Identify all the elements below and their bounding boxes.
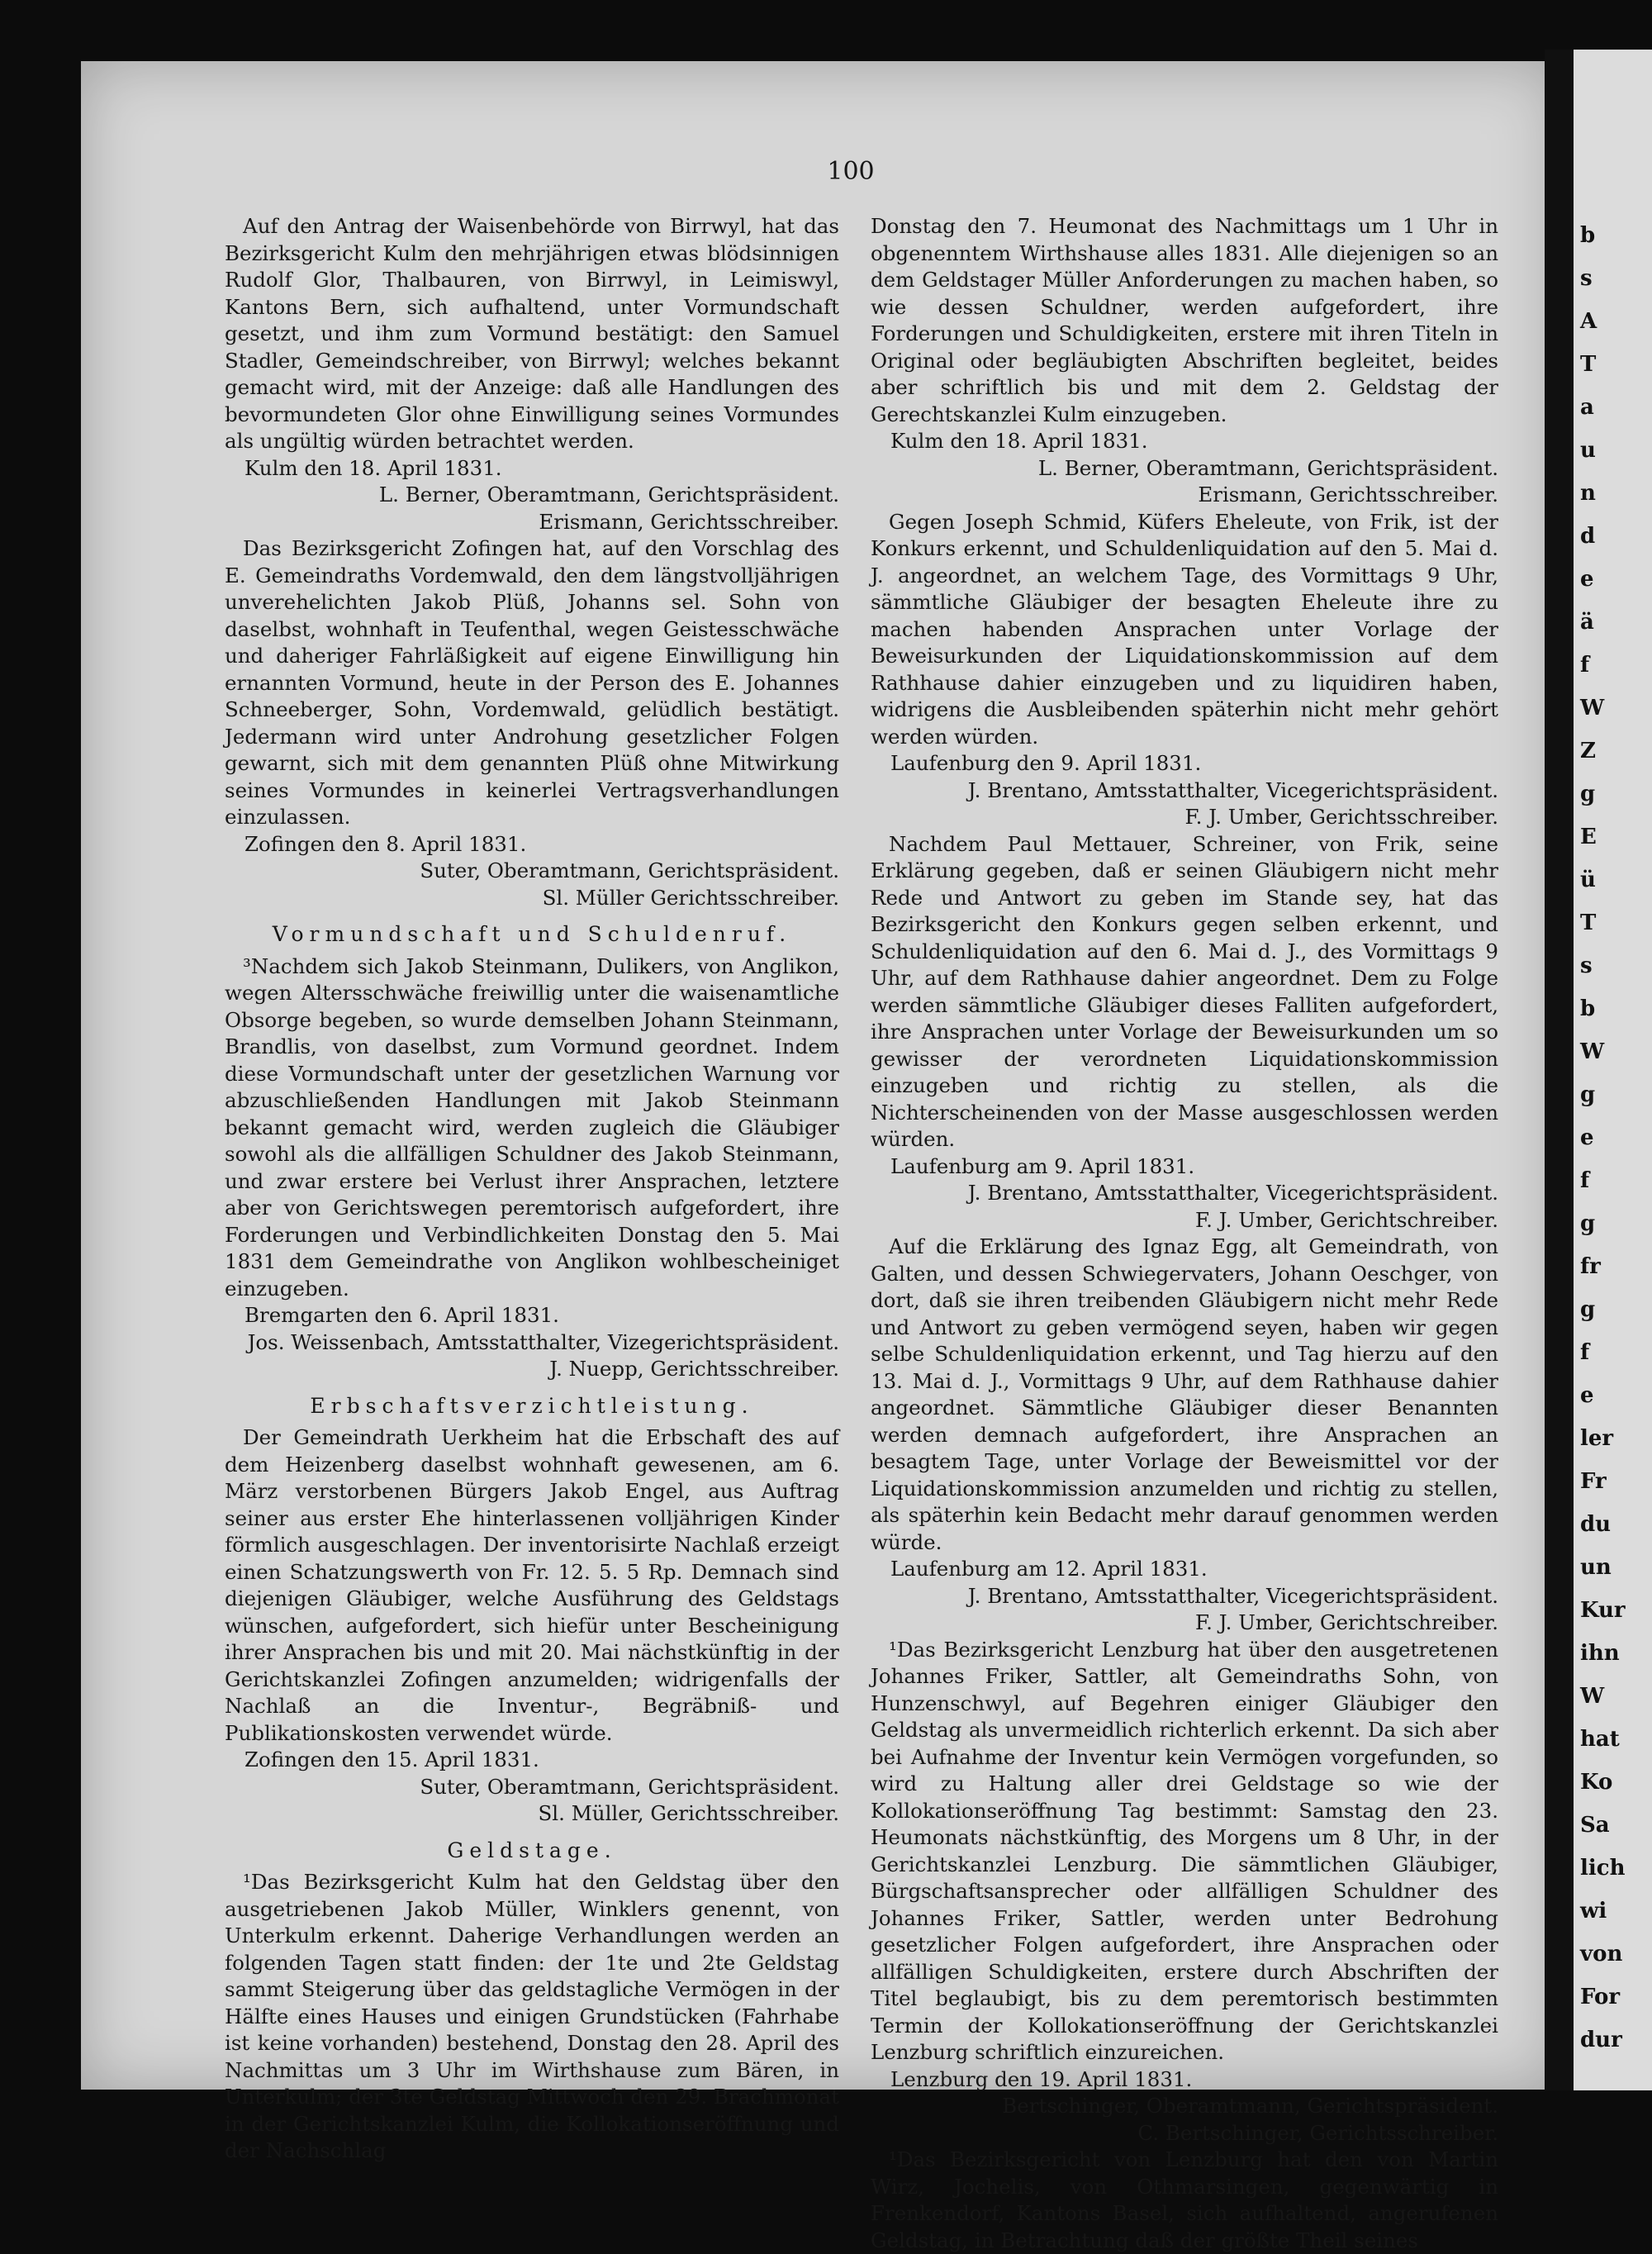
notice-friker: ¹Das Bezirksgericht Lenzburg hat über den ausgetretenen Johannes Friker, Sattler, alt Gemeindraths Sohn, von Hunzenschwyl, auf Begehren einiger Gläubiger den Geldstag als unvermeidlich richterlich erkennt. Da sich aber bei Aufnahme der Inventur kein Vermögen vorgefunden, so wird zu Haltung aller drei Geldstage so wie der Kollokationseröffnung Tag bestimmt: Samstag den 23. Heumonats nächstkünftig, des Morgens um 8 Uhr, in der Gerichtskanzlei Lenzburg. Die sämmtlichen Gläubiger, Bürgschaftsansprecher oder allfälligen Schuldner des Johannes Friker, Sattler, werden unter Bedrohung gesetzlicher Folgen aufgefordert, ihre Ansprachen oder allfälligen Schuldigkeiten, erstere durch Abschriften der Titel beglaubigt, bis zu dem peremtorisch bestimmten Termin der Kollokationseröffnung der Gerichtskanzlei Lenzburg schriftlich einzureichen. — [871, 1637, 1498, 2064]
notice-signature: F. J. Umber, Gerichtsschreiber. — [1184, 805, 1498, 829]
adjacent-page-text-fragment: A — [1580, 309, 1597, 334]
notice-egg: Auf die Erklärung des Ignaz Egg, alt Gemeindrath, von Galten, und dessen Schwiegervaters, Johann Oeschger, von dort, daß sie ihren treibenden Gläubigern nicht mehr Rede und Antwort zu geben vermögend seyen, haben wir gegen selbe Schuldenliquidation erkennt, und Tag hierzu auf den 13. Mai d. J., Vormittags 9 Uhr, auf dem Rathhause dahier angeordnet. Sämmtliche Gläubiger dieser Benannten werden demnach aufgefordert, ihre Ansprachen an besagtem Tage, unter Vorlage der Beweismittel vor der Liquidationskommission anzumelden und richtig zu stellen, als späterhin kein Bedacht mehr darauf genommen werden würde. — [871, 1234, 1498, 1554]
notice-engel: Der Gemeindrath Uerkheim hat die Erbschaft des auf dem Heizenberg daselbst wohnhaft gewesenen, am 6. März verstorbenen Bürgers Jakob Engel, aus Auftrag seiner aus erster Ehe hinterlassenen volljährigen Kinder förmlich ausgeschlagen. Der inventorisirte Nachlaß erzeigt einen Schatzungswerth von Fr. 12. 5. 5 Rp. Demnach sind diejenigen Gläubiger, welche Ausführung des Geldstags wünschen, aufgefordert, sich hiefür unter Bescheinigung ihrer Ansprachen bis und mit 20. Mai nächstkünftig in der Gerichtskanzlei Zofingen anzumelden; widrigenfalls der Nachlaß an die Inventur-, Begräbniß- und Publikationskosten verwendet würde. — [225, 1425, 839, 1745]
notice-pluess: Das Bezirksgericht Zofingen hat, auf den Vorschlag des E. Gemeindraths Vordemwald, den dem längstvolljährigen unverehelichten Jakob Plüß, Johanns sel. Sohn von daselbst, wohnhaft in Teufenthal, wegen Geistesschwäche und daheriger Fahrläßigkeit auf eigene Einwilligung hin ernannten Vormund, heute in der Person des E. Johannes Schneeberger, Sohn, Vordemwald, gelüdlich bestätigt. Jedermann wird unter Androhung gesetzlicher Folgen gewarnt, sich mit dem genannten Plüß ohne Mitwirkung seines Vormundes in keinerlei Vertragsverhandlungen einzulassen. — [225, 536, 839, 829]
adjacent-page-text-fragment: wi — [1580, 1899, 1607, 1924]
notice-signature: L. Berner, Oberamtmann, Gerichtspräsident. — [378, 483, 839, 506]
notice-signature: Sl. Müller, Gerichtsschreiber. — [538, 1801, 839, 1825]
notice-dateline: Lenzburg den 19. April 1831. — [890, 2066, 1193, 2091]
adjacent-page-text-fragment: ä — [1580, 610, 1594, 635]
adjacent-page-fragment — [1574, 50, 1652, 2090]
adjacent-page-text-fragment: g — [1580, 1211, 1596, 1236]
notice-mueller: ¹Das Bezirksgericht Kulm hat den Geldstag über den ausgetriebenen Jakob Müller, Winklers genennt, von Unterkulm erkennt. Daherige Verhandlungen werden an folgenden Tagen statt finden: der 1te und 2te Geldstag sammt Steigerung über das geldstagliche Vermögen in der Hälfte eines Hauses und einigen Grundstücken (Fahrhabe ist keine vorhanden) bestehend, Donstag den 28. April des Nachmittas um 3 Uhr im Wirthshause zum Bären, in Unterkulm; der 3te Geldstag Mittwoch den 29. Brachmonat in der Gerichtskanzlei Kulm, die Kollokationseröffnung und der Nachschlag — [225, 1870, 839, 2162]
notice-signature: J. Nuepp, Gerichtsschreiber. — [549, 1357, 839, 1381]
adjacent-page-text-fragment: T — [1580, 911, 1597, 935]
right-column — [871, 213, 1498, 2254]
section-heading-erbschaft: Erbschaftsverzichtleistung. — [310, 1393, 754, 1418]
adjacent-page-text-fragment: a — [1580, 395, 1594, 420]
adjacent-page-text-fragment: von — [1580, 1942, 1623, 1966]
adjacent-page-text-fragment: n — [1580, 481, 1596, 506]
adjacent-page-text-fragment: Ko — [1580, 1770, 1613, 1795]
notice-signature: F. J. Umber, Gerichtschreiber. — [1195, 1207, 1498, 1232]
adjacent-page-text-fragment: e — [1580, 567, 1594, 592]
adjacent-page-text-fragment: g — [1580, 1082, 1596, 1107]
adjacent-page-text-fragment: e — [1580, 1125, 1594, 1150]
adjacent-page-text-fragment: ler — [1580, 1426, 1614, 1451]
adjacent-page-text-fragment: ü — [1580, 868, 1596, 892]
adjacent-page-text-fragment: s — [1580, 953, 1593, 978]
adjacent-page-text-fragment: u — [1580, 438, 1596, 463]
notice-signature: C. Bertschinger, Gerichtsschreiber. — [1137, 2120, 1498, 2145]
notice-signature: Bertschinger, Oberamtmann, Gerichtspräsident. — [1002, 2094, 1498, 2118]
adjacent-page-text-fragment: g — [1580, 1297, 1596, 1322]
adjacent-page-text-fragment: s — [1580, 266, 1593, 291]
notice-dateline: Kulm den 18. April 1831. — [244, 455, 502, 480]
adjacent-page-text-fragment: g — [1580, 782, 1596, 806]
left-column — [225, 213, 839, 2165]
adjacent-page-text-fragment: W — [1580, 1039, 1605, 1064]
notice-mueller-continued: Donstag den 7. Heumonat des Nachmittags um 1 Uhr in obgenenntem Wirthshause alles 1831. Alle diejenigen so an dem Geldstager Müller Anforderungen zu machen haben, so wie dessen Schuldner, werden aufgefordert, ihre Forderungen und Schuldigkeiten, erstere mit ihren Titeln in Original oder begläubigten Abschriften begleitet, beides aber schriftlich bis und mit dem 2. Geldstag der Gerechtskanzlei Kulm einzugeben. — [871, 214, 1498, 426]
binding-gutter — [1545, 50, 1574, 2090]
adjacent-page-text-fragment: f — [1580, 653, 1590, 678]
adjacent-page-text-fragment: un — [1580, 1555, 1612, 1580]
adjacent-page-text-fragment: e — [1580, 1383, 1594, 1408]
adjacent-page-text-fragment: For — [1580, 1985, 1621, 2009]
adjacent-page-text-fragment: Kur — [1580, 1598, 1626, 1623]
notice-wirz: ¹Das Bezirksgericht von Lenzburg hat den von Martin Wirz, Jochelis, von Othmarsingen, gegenwärtig in Frenkendorf, Kantons Basel, sich aufhaltend, angerufenen Geldstag, in Betrachtung daß der größte Theil seines — [871, 2147, 1498, 2252]
notice-signature: Jos. Weissenbach, Amtsstatthalter, Vizegerichtspräsident. — [247, 1329, 839, 1354]
adjacent-page-text-fragment: Z — [1580, 739, 1596, 763]
adjacent-page-text-fragment: Sa — [1580, 1813, 1610, 1838]
adjacent-page-text-fragment: f — [1580, 1340, 1590, 1365]
notice-signature: Erismann, Gerichtsschreiber. — [1198, 483, 1498, 506]
adjacent-page-text-fragment: b — [1580, 223, 1596, 248]
notice-signature: J. Brentano, Amtsstatthalter, Vicegerichtspräsident. — [967, 777, 1498, 802]
adjacent-page-text-fragment: b — [1580, 996, 1596, 1021]
notice-dateline: Laufenburg am 12. April 1831. — [890, 1557, 1208, 1581]
notice-signature: Suter, Oberamtmann, Gerichtspräsident. — [420, 1774, 839, 1799]
notice-dateline: Bremgarten den 6. April 1831. — [244, 1303, 559, 1327]
notice-signature: F. J. Umber, Gerichtschreiber. — [1195, 1610, 1498, 1634]
adjacent-page-text-fragment: du — [1580, 1512, 1612, 1537]
notice-mettauer: Nachdem Paul Mettauer, Schreiner, von Frik, seine Erklärung gegeben, daß er seinen Gläubigern nicht mehr Rede und Antwort zu geben im Stande sey, hat das Bezirksgericht den Konkurs gegen selben erkennt, und Schuldenliquidation auf den 6. Mai d. J., des Vormittags 9 Uhr, auf dem Rathhause dahier angeordnet. Dem zu Folge werden sämmtliche Gläubiger dieses Falliten aufgefordert, ihre Ansprachen unter Vorlage der Beweisurkunden um so gewisser der verordneten Liquidationskommission einzugeben und richtig zu stellen, als die Nichterscheinenden von der Masse ausgeschlossen werden würden. — [871, 831, 1498, 1151]
notice-glor: Auf den Antrag der Waisenbehörde von Birrwyl, hat das Bezirksgericht Kulm den mehrjährigen etwas blödsinnigen Rudolf Glor, Thalbauren, von Birrwyl, in Leimiswyl, Kantons Bern, sich aufhaltend, unter Vormundschaft gesetzt, und ihm zum Vormund bestätigt: den Samuel Stadler, Gemeindschreiber, von Birrwyl; welches bekannt gemacht wird, mit der Anzeige: daß alle Handlungen des bevormundeten Glor ohne Einwilligung seines Vormundes als ungültig würden betrachtet werden. — [225, 214, 839, 453]
section-heading-geldstage: Geldstage. — [447, 1838, 617, 1862]
notice-signature: Suter, Oberamtmann, Gerichtspräsident. — [420, 858, 839, 882]
adjacent-page-text-fragment: W — [1580, 1684, 1605, 1709]
notice-signature: J. Brentano, Amtsstatthalter, Vicegerichtspräsident. — [967, 1583, 1498, 1608]
adjacent-page-text-fragment: f — [1580, 1168, 1590, 1193]
section-heading-vormundschaft: Vormundschaft und Schuldenruf. — [272, 922, 792, 946]
notice-signature: L. Berner, Oberamtmann, Gerichtspräsident. — [1037, 455, 1498, 480]
notice-dateline: Laufenburg am 9. April 1831. — [890, 1153, 1195, 1178]
adjacent-page-text-fragment: hat — [1580, 1727, 1620, 1752]
notice-signature: Erismann, Gerichtsschreiber. — [539, 509, 839, 534]
adjacent-page-text-fragment: lich — [1580, 1856, 1626, 1881]
adjacent-page-text-fragment: T — [1580, 352, 1597, 377]
adjacent-page-text-fragment: W — [1580, 696, 1605, 720]
adjacent-page-text-fragment: fr — [1580, 1254, 1601, 1279]
page-number: 100 — [827, 157, 875, 186]
adjacent-page-text-fragment: ihn — [1580, 1641, 1620, 1666]
notice-dateline: Zofingen den 15. April 1831. — [244, 1748, 539, 1771]
notice-steinmann: ³Nachdem sich Jakob Steinmann, Dulikers, von Anglikon, wegen Altersschwäche freiwillig unter die waisenamtliche Obsorge begeben, so wurde demselben Johann Steinmann, Brandlis, von daselbst, zum Vormund geordnet. Indem diese Vormundschaft unter der gesetzlichen Warnung vor abzuschließenden Handlungen mit Jakob Steinmann bekannt gemacht wird, werden zugleich die Gläubiger sowohl als die allfälligen Schuldner des Jakob Steinmann, und zwar erstere bei Verlust ihrer Ansprachen, letztere aber von Gerichtswegen peremtorisch aufgefordert, ihre Forderungen und Verbindlichkeiten Donstag den 5. Mai 1831 dem Gemeindrathe von Anglikon wohlbescheiniget einzugeben. — [225, 953, 839, 1301]
adjacent-page-text-fragment: E — [1580, 825, 1597, 849]
notice-schmid: Gegen Joseph Schmid, Küfers Eheleute, von Frik, ist der Konkurs erkennt, und Schuldenliquidation auf den 5. Mai d. J. angeordnet, an welchem Tage, des Vormittags 9 Uhr, sämmtliche Gläubiger der besagten Eheleute ihre zu machen habenden Ansprachen unter Vorlage der Beweisurkunden der Liquidationskommission auf dem Rathhause dahier einzugeben und zu liquidiren haben, widrigens die Ausbleibenden späterhin nicht mehr gehört werden würden. — [871, 509, 1498, 749]
notice-dateline: Kulm den 18. April 1831. — [890, 429, 1148, 453]
notice-signature: Sl. Müller Gerichtsschreiber. — [542, 885, 839, 910]
notice-signature: J. Brentano, Amtsstatthalter, Vicegerichtspräsident. — [967, 1181, 1498, 1205]
notice-dateline: Laufenburg den 9. April 1831. — [890, 751, 1202, 775]
adjacent-page-text-fragment: d — [1580, 524, 1596, 549]
adjacent-page-text-fragment: dur — [1580, 2028, 1622, 2052]
notice-dateline: Zofingen den 8. April 1831. — [244, 831, 527, 856]
adjacent-page-text-fragment: Fr — [1580, 1469, 1607, 1494]
